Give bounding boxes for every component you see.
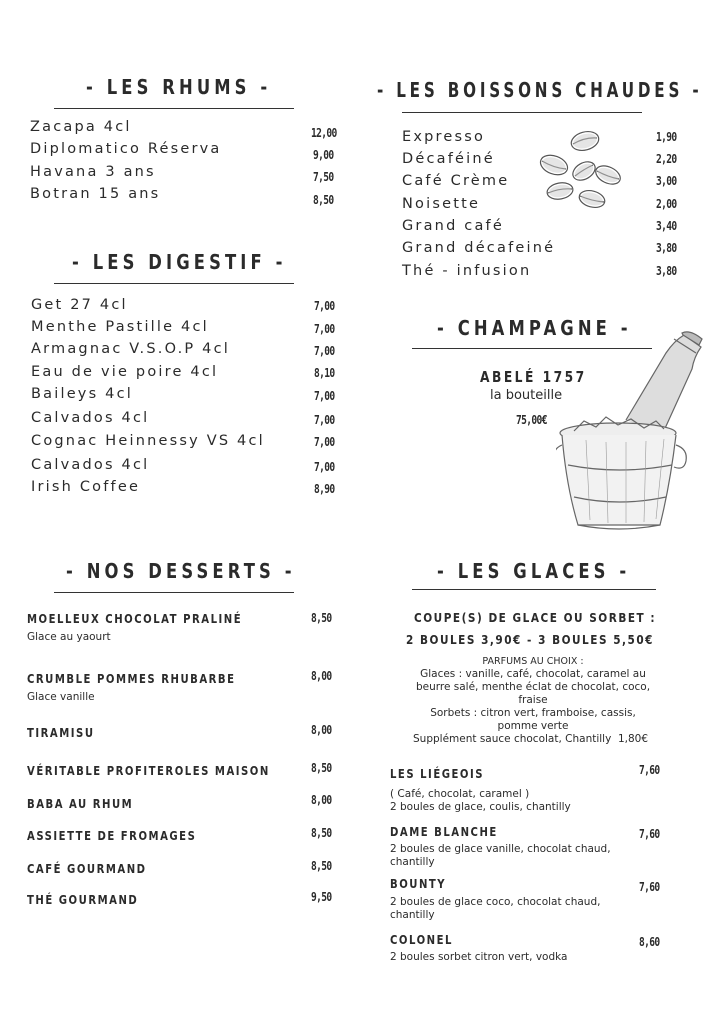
dessert-price: 8,50 [311,761,332,775]
desserts-divider [54,592,294,593]
glace-name: BOUNTY [390,877,447,891]
glace-name: DAME BLANCHE [390,825,498,839]
supplement-line: Supplément sauce chocolat, Chantilly 1,80€ [413,733,649,745]
dessert-name: BABA AU RHUM [27,797,134,811]
list-item-name: Café Crème [402,173,510,189]
list-item-price: 2,00 [656,197,677,211]
list-item-name: Menthe Pastille 4cl [31,319,209,335]
list-item-name: Calvados 4cl [31,410,150,426]
rhums-title: - LES RHUMS - [86,75,272,99]
list-item-name: Botran 15 ans [30,186,161,202]
dessert-price: 9,50 [311,890,332,904]
parfums-line: beurre salé, menthe éclat de chocolat, coco, [415,681,651,693]
champagne-bucket-icon [556,325,708,537]
dessert-price: 8,50 [311,859,332,873]
list-item-name: Thé - infusion [402,263,532,279]
list-item-price: 7,00 [314,322,335,336]
list-item-price: 7,50 [313,170,334,184]
dessert-sub: Glace vanille [27,691,95,703]
list-item-price: 8,50 [313,193,334,207]
glace-name: LES LIÉGEOIS [390,767,485,781]
dessert-name: ASSIETTE DE FROMAGES [27,829,197,843]
coupe-line-1: COUPE(S) DE GLACE OU SORBET : [414,610,657,625]
glace-price: 8,60 [639,935,660,949]
coupe-line-2: 2 BOULES 3,90€ - 3 BOULES 5,50€ [406,632,654,647]
list-item-price: 9,00 [313,148,334,162]
list-item-price: 3,80 [656,264,677,278]
rhums-divider [54,108,294,109]
list-item-name: Baileys 4cl [31,386,133,402]
list-item-price: 1,90 [656,130,677,144]
glace-desc: chantilly [390,856,435,868]
list-item-price: 8,90 [314,482,335,496]
list-item-name: Grand café [402,218,504,234]
digestif-divider [54,283,294,284]
list-item-price: 7,00 [314,344,335,358]
glace-price: 7,60 [639,827,660,841]
list-item-name: Eau de vie poire 4cl [31,364,219,380]
dessert-price: 8,00 [311,669,332,683]
list-item-price: 3,80 [656,241,677,255]
parfums-line: pomme verte [497,720,569,732]
list-item-price: 7,00 [314,460,335,474]
dessert-sub: Glace au yaourt [27,631,111,643]
list-item-price: 3,00 [656,174,677,188]
list-item-price: 7,00 [314,389,335,403]
champagne-sub: la bouteille [490,388,563,403]
glace-desc: ( Café, chocolat, caramel ) [390,788,530,800]
champagne-name: ABELÉ 1757 [480,368,587,386]
digestif-title: - LES DIGESTIF - [72,250,287,274]
chaudes-divider [402,112,642,113]
list-item-name: Diplomatico Réserva [30,141,222,157]
list-item-name: Get 27 4cl [31,297,128,313]
list-item-price: 7,00 [314,299,335,313]
list-item-price: 7,00 [314,435,335,449]
glace-price: 7,60 [639,763,660,777]
list-item-price: 2,20 [656,152,677,166]
champagne-price: 75,00€ [516,413,547,427]
glaces-title: - LES GLACES - [437,559,631,583]
champagne-title: - CHAMPAGNE - [437,316,632,340]
list-item-name: Expresso [402,129,486,145]
dessert-name: CAFÉ GOURMAND [27,862,147,876]
parfums-title: PARFUMS AU CHOIX : [482,656,584,667]
list-item-name: Calvados 4cl [31,457,150,473]
coffee-beans-icon [532,127,624,213]
glaces-divider [412,589,656,590]
glace-name: COLONEL [390,933,453,947]
desserts-title: - NOS DESSERTS - [66,559,296,583]
list-item-price: 3,40 [656,219,677,233]
glace-desc: 2 boules de glace coco, chocolat chaud, [390,896,601,908]
glace-desc: 2 boules de glace, coulis, chantilly [390,801,571,813]
list-item-price: 8,10 [314,366,335,380]
dessert-price: 8,00 [311,723,332,737]
dessert-price: 8,00 [311,793,332,807]
dessert-name: VÉRITABLE PROFITEROLES MAISON [27,764,270,778]
list-item-name: Irish Coffee [31,479,141,495]
list-item-name: Zacapa 4cl [30,119,132,135]
list-item-price: 7,00 [314,413,335,427]
dessert-price: 8,50 [311,611,332,625]
glace-price: 7,60 [639,880,660,894]
parfums-line: fraise [518,694,548,706]
dessert-name: MOELLEUX CHOCOLAT PRALINÉ [27,612,243,626]
dessert-name: CRUMBLE POMMES RHUBARBE [27,672,236,686]
list-item-name: Grand décafeiné [402,240,556,256]
dessert-price: 8,50 [311,826,332,840]
parfums-line: Glaces : vanille, café, chocolat, caramel au [420,668,646,680]
list-item-price: 12,00 [311,126,337,140]
list-item-name: Armagnac V.S.O.P 4cl [31,341,230,357]
glace-desc: 2 boules sorbet citron vert, vodka [390,951,568,963]
dessert-name: TIRAMISU [27,726,95,740]
glace-desc: 2 boules de glace vanille, chocolat chaud, [390,843,611,855]
list-item-name: Havana 3 ans [30,164,156,180]
list-item-name: Noisette [402,196,481,212]
list-item-name: Décaféiné [402,151,495,167]
list-item-name: Cognac Heinnessy VS 4cl [31,433,265,449]
chaudes-title: - LES BOISSONS CHAUDES - [377,78,703,102]
dessert-name: THÉ GOURMAND [27,893,139,907]
glace-desc: chantilly [390,909,435,921]
parfums-line: Sorbets : citron vert, framboise, cassis, [430,707,636,719]
